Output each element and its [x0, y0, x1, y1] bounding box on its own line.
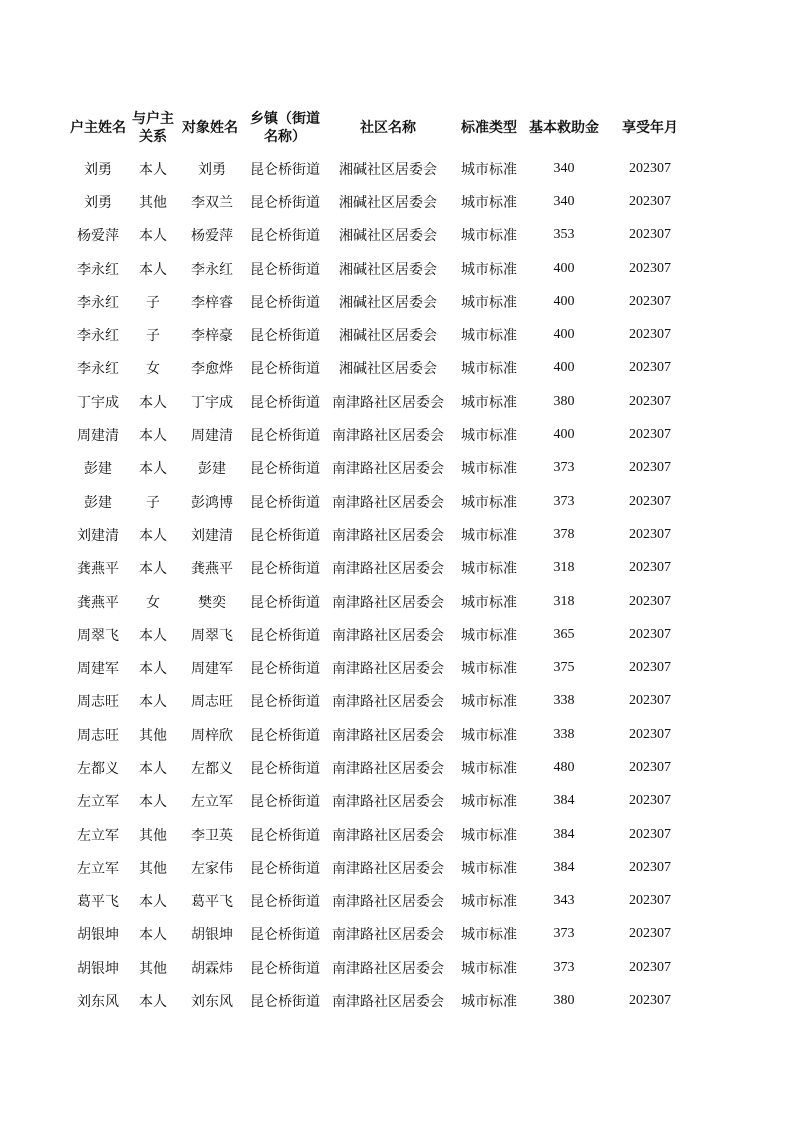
cell-period: 202307 [629, 427, 671, 443]
cell-recipient-name: 李双兰 [191, 194, 233, 211]
cell-basic-aid: 400 [553, 360, 575, 376]
cell-standard-type: 城市标准 [461, 627, 517, 644]
cell-township: 昆仑桥街道 [250, 261, 320, 278]
cell-head-of-household: 彭建 [84, 494, 112, 511]
table-row [68, 885, 698, 918]
cell-relationship: 本人 [139, 794, 167, 811]
cell-basic-aid: 384 [553, 793, 575, 809]
cell-township: 昆仑桥街道 [250, 328, 320, 345]
cell-relationship: 本人 [139, 894, 167, 911]
cell-township: 昆仑桥街道 [250, 228, 320, 245]
cell-standard-type: 城市标准 [461, 827, 517, 844]
cell-recipient-name: 彭建 [198, 461, 226, 478]
cell-standard-type: 城市标准 [461, 894, 517, 911]
cell-period: 202307 [629, 726, 671, 742]
cell-basic-aid: 353 [553, 227, 575, 243]
cell-township: 昆仑桥街道 [250, 794, 320, 811]
cell-basic-aid: 375 [553, 660, 575, 676]
cell-community: 南津路社区居委会 [332, 494, 444, 511]
cell-period: 202307 [629, 993, 671, 1009]
cell-basic-aid: 338 [553, 693, 575, 709]
cell-period: 202307 [629, 160, 671, 176]
cell-recipient-name: 左都义 [191, 760, 233, 777]
cell-recipient-name: 丁宇成 [191, 394, 233, 411]
header-community: 社区名称 [360, 120, 416, 136]
cell-community: 湘碱社区居委会 [339, 361, 437, 378]
cell-community: 湘碱社区居委会 [339, 161, 437, 178]
table-row [68, 485, 698, 518]
cell-recipient-name: 李梓睿 [191, 294, 233, 311]
cell-relationship: 本人 [139, 760, 167, 777]
cell-recipient-name: 周建清 [191, 428, 233, 445]
cell-recipient-name: 刘建清 [191, 527, 233, 544]
cell-relationship: 女 [146, 594, 160, 611]
cell-standard-type: 城市标准 [461, 428, 517, 445]
header-basic-aid: 基本救助金 [529, 120, 599, 136]
cell-township: 昆仑桥街道 [250, 927, 320, 944]
cell-community: 湘碱社区居委会 [339, 194, 437, 211]
table-row [68, 751, 698, 784]
cell-standard-type: 城市标准 [461, 294, 517, 311]
cell-standard-type: 城市标准 [461, 461, 517, 478]
cell-standard-type: 城市标准 [461, 261, 517, 278]
cell-relationship: 本人 [139, 561, 167, 578]
cell-recipient-name: 刘东风 [191, 994, 233, 1011]
cell-standard-type: 城市标准 [461, 527, 517, 544]
cell-relationship: 本人 [139, 694, 167, 711]
cell-basic-aid: 380 [553, 993, 575, 1009]
cell-community: 湘碱社区居委会 [339, 228, 437, 245]
table-row [68, 552, 698, 585]
cell-period: 202307 [629, 626, 671, 642]
cell-standard-type: 城市标准 [461, 394, 517, 411]
header-standard-type: 标准类型 [461, 120, 517, 136]
cell-period: 202307 [629, 327, 671, 343]
cell-head-of-household: 刘勇 [84, 161, 112, 178]
cell-standard-type: 城市标准 [461, 694, 517, 711]
cell-head-of-household: 周建清 [77, 428, 119, 445]
cell-basic-aid: 373 [553, 926, 575, 942]
table-row [68, 685, 698, 718]
assistance-table [68, 104, 698, 1018]
cell-township: 昆仑桥街道 [250, 727, 320, 744]
cell-community: 湘碱社区居委会 [339, 294, 437, 311]
cell-standard-type: 城市标准 [461, 361, 517, 378]
cell-period: 202307 [629, 560, 671, 576]
cell-community: 湘碱社区居委会 [339, 328, 437, 345]
cell-recipient-name: 胡霖炜 [191, 960, 233, 977]
cell-recipient-name: 周志旺 [191, 694, 233, 711]
table-row [68, 918, 698, 951]
cell-community: 南津路社区居委会 [332, 694, 444, 711]
table-row [68, 818, 698, 851]
cell-community: 南津路社区居委会 [332, 627, 444, 644]
cell-basic-aid: 373 [553, 493, 575, 509]
cell-township: 昆仑桥街道 [250, 694, 320, 711]
cell-recipient-name: 龚燕平 [191, 561, 233, 578]
cell-relationship: 其他 [139, 727, 167, 744]
cell-recipient-name: 李愈烨 [191, 361, 233, 378]
cell-recipient-name: 李梓豪 [191, 328, 233, 345]
table-row [68, 851, 698, 884]
table-row [68, 618, 698, 651]
cell-relationship: 子 [146, 294, 160, 311]
cell-standard-type: 城市标准 [461, 228, 517, 245]
header-township: 乡镇（街道名称） [250, 111, 320, 145]
cell-relationship: 其他 [139, 860, 167, 877]
cell-basic-aid: 400 [553, 427, 575, 443]
cell-recipient-name: 杨爱萍 [191, 228, 233, 245]
cell-township: 昆仑桥街道 [250, 161, 320, 178]
cell-community: 南津路社区居委会 [332, 860, 444, 877]
cell-township: 昆仑桥街道 [250, 461, 320, 478]
cell-township: 昆仑桥街道 [250, 527, 320, 544]
cell-head-of-household: 李永红 [77, 328, 119, 345]
cell-township: 昆仑桥街道 [250, 960, 320, 977]
cell-period: 202307 [629, 593, 671, 609]
cell-head-of-household: 刘东风 [77, 994, 119, 1011]
cell-community: 湘碱社区居委会 [339, 261, 437, 278]
cell-township: 昆仑桥街道 [250, 294, 320, 311]
cell-relationship: 本人 [139, 661, 167, 678]
cell-township: 昆仑桥街道 [250, 661, 320, 678]
cell-period: 202307 [629, 893, 671, 909]
cell-period: 202307 [629, 826, 671, 842]
cell-relationship: 本人 [139, 228, 167, 245]
cell-period: 202307 [629, 260, 671, 276]
cell-head-of-household: 李永红 [77, 361, 119, 378]
cell-relationship: 本人 [139, 461, 167, 478]
cell-period: 202307 [629, 693, 671, 709]
cell-recipient-name: 周梓欣 [191, 727, 233, 744]
cell-head-of-household: 刘勇 [84, 194, 112, 211]
cell-basic-aid: 338 [553, 726, 575, 742]
cell-period: 202307 [629, 460, 671, 476]
cell-relationship: 本人 [139, 994, 167, 1011]
cell-basic-aid: 318 [553, 593, 575, 609]
cell-community: 南津路社区居委会 [332, 661, 444, 678]
cell-period: 202307 [629, 227, 671, 243]
cell-period: 202307 [629, 393, 671, 409]
table-row [68, 984, 698, 1017]
cell-period: 202307 [629, 493, 671, 509]
table-row [68, 219, 698, 252]
table-row [68, 318, 698, 351]
cell-community: 南津路社区居委会 [332, 428, 444, 445]
table-row [68, 585, 698, 618]
cell-head-of-household: 龚燕平 [77, 561, 119, 578]
cell-township: 昆仑桥街道 [250, 994, 320, 1011]
table-header-row [68, 104, 698, 152]
cell-period: 202307 [629, 193, 671, 209]
cell-standard-type: 城市标准 [461, 161, 517, 178]
header-head-of-household: 户主姓名 [70, 120, 126, 136]
cell-period: 202307 [629, 293, 671, 309]
cell-basic-aid: 384 [553, 826, 575, 842]
cell-standard-type: 城市标准 [461, 994, 517, 1011]
cell-period: 202307 [629, 660, 671, 676]
cell-community: 南津路社区居委会 [332, 994, 444, 1011]
cell-basic-aid: 380 [553, 393, 575, 409]
cell-head-of-household: 胡银坤 [77, 927, 119, 944]
cell-basic-aid: 373 [553, 959, 575, 975]
cell-community: 南津路社区居委会 [332, 461, 444, 478]
table-row [68, 418, 698, 451]
cell-recipient-name: 李永红 [191, 261, 233, 278]
cell-township: 昆仑桥街道 [250, 194, 320, 211]
table-row [68, 252, 698, 285]
cell-recipient-name: 左家伟 [191, 860, 233, 877]
table-row [68, 518, 698, 551]
cell-recipient-name: 胡银坤 [191, 927, 233, 944]
cell-standard-type: 城市标准 [461, 194, 517, 211]
cell-head-of-household: 左立军 [77, 860, 119, 877]
cell-relationship: 本人 [139, 428, 167, 445]
cell-head-of-household: 周翠飞 [77, 627, 119, 644]
cell-recipient-name: 左立军 [191, 794, 233, 811]
cell-community: 南津路社区居委会 [332, 827, 444, 844]
cell-recipient-name: 彭鸿博 [191, 494, 233, 511]
cell-community: 南津路社区居委会 [332, 927, 444, 944]
cell-head-of-household: 龚燕平 [77, 594, 119, 611]
cell-relationship: 子 [146, 328, 160, 345]
cell-standard-type: 城市标准 [461, 727, 517, 744]
cell-period: 202307 [629, 959, 671, 975]
cell-township: 昆仑桥街道 [250, 894, 320, 911]
cell-head-of-household: 李永红 [77, 261, 119, 278]
cell-basic-aid: 373 [553, 460, 575, 476]
cell-head-of-household: 周志旺 [77, 694, 119, 711]
cell-recipient-name: 刘勇 [198, 161, 226, 178]
table-row [68, 651, 698, 684]
cell-basic-aid: 340 [553, 193, 575, 209]
cell-recipient-name: 周翠飞 [191, 627, 233, 644]
table-row [68, 352, 698, 385]
cell-recipient-name: 李卫英 [191, 827, 233, 844]
cell-relationship: 其他 [139, 960, 167, 977]
cell-township: 昆仑桥街道 [250, 860, 320, 877]
cell-community: 南津路社区居委会 [332, 527, 444, 544]
table-row [68, 185, 698, 218]
header-period: 享受年月 [622, 120, 678, 136]
header-recipient-name: 对象姓名 [182, 120, 238, 136]
cell-head-of-household: 刘建清 [77, 527, 119, 544]
cell-basic-aid: 343 [553, 893, 575, 909]
cell-standard-type: 城市标准 [461, 927, 517, 944]
cell-community: 南津路社区居委会 [332, 727, 444, 744]
table-row [68, 152, 698, 185]
cell-period: 202307 [629, 926, 671, 942]
header-relationship: 与户主关系 [132, 111, 174, 145]
cell-head-of-household: 杨爱萍 [77, 228, 119, 245]
cell-township: 昆仑桥街道 [250, 627, 320, 644]
cell-relationship: 子 [146, 494, 160, 511]
cell-community: 南津路社区居委会 [332, 794, 444, 811]
cell-relationship: 本人 [139, 527, 167, 544]
cell-recipient-name: 葛平飞 [191, 894, 233, 911]
table-body [68, 152, 698, 1018]
cell-basic-aid: 384 [553, 859, 575, 875]
cell-community: 南津路社区居委会 [332, 561, 444, 578]
cell-head-of-household: 周建军 [77, 661, 119, 678]
cell-head-of-household: 左都义 [77, 760, 119, 777]
cell-head-of-household: 左立军 [77, 794, 119, 811]
cell-standard-type: 城市标准 [461, 594, 517, 611]
cell-basic-aid: 480 [553, 759, 575, 775]
cell-head-of-household: 葛平飞 [77, 894, 119, 911]
cell-relationship: 女 [146, 361, 160, 378]
cell-basic-aid: 400 [553, 260, 575, 276]
cell-head-of-household: 丁宇成 [77, 394, 119, 411]
cell-standard-type: 城市标准 [461, 494, 517, 511]
table-row [68, 452, 698, 485]
table-row [68, 285, 698, 318]
table-row [68, 385, 698, 418]
cell-period: 202307 [629, 360, 671, 376]
table-row [68, 951, 698, 984]
cell-head-of-household: 李永红 [77, 294, 119, 311]
cell-township: 昆仑桥街道 [250, 561, 320, 578]
cell-township: 昆仑桥街道 [250, 760, 320, 777]
cell-head-of-household: 胡银坤 [77, 960, 119, 977]
cell-head-of-household: 左立军 [77, 827, 119, 844]
cell-basic-aid: 318 [553, 560, 575, 576]
table-row [68, 718, 698, 751]
cell-relationship: 其他 [139, 827, 167, 844]
cell-standard-type: 城市标准 [461, 794, 517, 811]
cell-standard-type: 城市标准 [461, 760, 517, 777]
cell-basic-aid: 378 [553, 526, 575, 542]
cell-standard-type: 城市标准 [461, 960, 517, 977]
table-row [68, 785, 698, 818]
cell-community: 南津路社区居委会 [332, 760, 444, 777]
cell-period: 202307 [629, 859, 671, 875]
cell-township: 昆仑桥街道 [250, 394, 320, 411]
cell-relationship: 本人 [139, 627, 167, 644]
cell-township: 昆仑桥街道 [250, 361, 320, 378]
cell-head-of-household: 彭建 [84, 461, 112, 478]
cell-basic-aid: 340 [553, 160, 575, 176]
cell-township: 昆仑桥街道 [250, 827, 320, 844]
cell-standard-type: 城市标准 [461, 561, 517, 578]
cell-relationship: 本人 [139, 261, 167, 278]
cell-period: 202307 [629, 759, 671, 775]
cell-basic-aid: 365 [553, 626, 575, 642]
cell-standard-type: 城市标准 [461, 661, 517, 678]
cell-period: 202307 [629, 526, 671, 542]
cell-basic-aid: 400 [553, 293, 575, 309]
cell-township: 昆仑桥街道 [250, 428, 320, 445]
cell-recipient-name: 樊奕 [198, 594, 226, 611]
cell-standard-type: 城市标准 [461, 860, 517, 877]
cell-relationship: 其他 [139, 194, 167, 211]
cell-township: 昆仑桥街道 [250, 494, 320, 511]
cell-relationship: 本人 [139, 161, 167, 178]
cell-relationship: 本人 [139, 927, 167, 944]
cell-community: 南津路社区居委会 [332, 894, 444, 911]
cell-recipient-name: 周建军 [191, 661, 233, 678]
cell-community: 南津路社区居委会 [332, 394, 444, 411]
cell-community: 南津路社区居委会 [332, 594, 444, 611]
cell-community: 南津路社区居委会 [332, 960, 444, 977]
cell-period: 202307 [629, 793, 671, 809]
cell-relationship: 本人 [139, 394, 167, 411]
cell-head-of-household: 周志旺 [77, 727, 119, 744]
cell-basic-aid: 400 [553, 327, 575, 343]
cell-standard-type: 城市标准 [461, 328, 517, 345]
cell-township: 昆仑桥街道 [250, 594, 320, 611]
